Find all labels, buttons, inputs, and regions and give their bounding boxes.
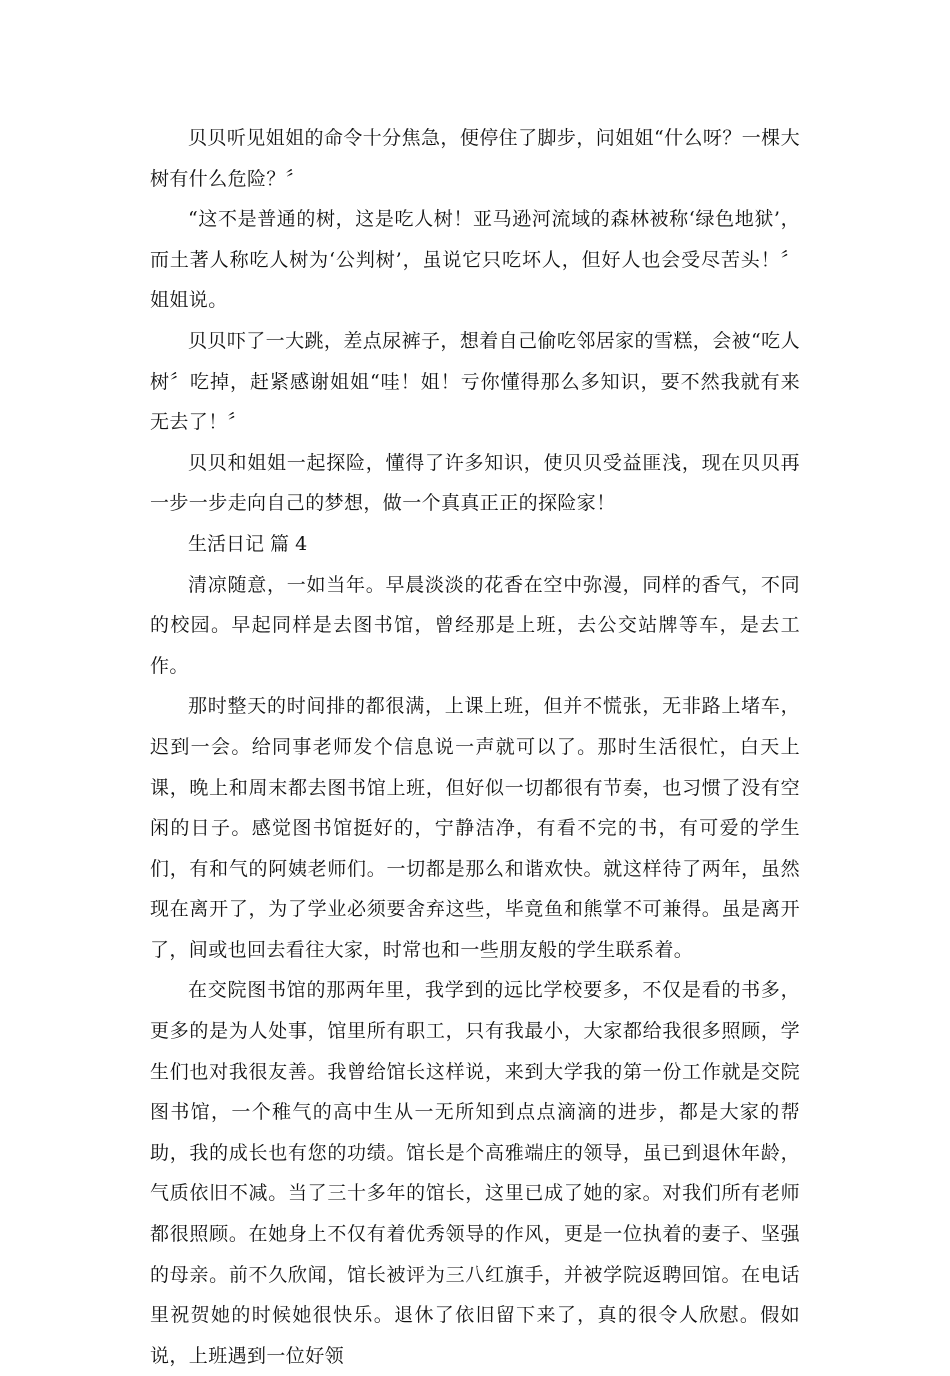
- paragraph-3: 贝贝吓了一大跳，差点尿裤子，想着自己偷吃邻居家的雪糕，会被“吃人树〞吃掉，赶紧感谢姐姐“哇！姐！亏你懂得那么多知识，要不然我就有来无去了！〞: [150, 329, 800, 434]
- section-title: 生活日记 篇 4: [188, 532, 308, 555]
- paragraph-2: “这不是普通的树，这是吃人树！亚马逊河流域的森林被称‘绿色地狱’，而土著人称吃人树为‘公判树’，虽说它只吃坏人，但好人也会受尽苦头！〞姐姐说。: [150, 208, 800, 312]
- document-page: [150, 118, 800, 1376]
- paragraph-1: 贝贝听见姐姐的命令十分焦急，便停住了脚步，问姐姐“什么呀？一棵大树有什么危险？〞: [150, 127, 800, 190]
- paragraph-4: 贝贝和姐姐一起探险，懂得了许多知识，使贝贝受益匪浅，现在贝贝再一步一步走向自己的梦想，做一个真真正正的探险家！: [150, 451, 800, 515]
- paragraph-7: 在交院图书馆的那两年里，我学到的远比学校要多，不仅是看的书多，更多的是为人处事，馆里所有职工，只有我最小，大家都给我很多照顾，学生们也对我很友善。我曾给馆长这样说，来到大学我的第一份工作就是交院图书馆，一个稚气的高中生从一无所知到点点滴滴的进步，都是大家的帮助，我的成长也有您的功绩。馆长是个高雅端庄的领导，虽已到退休年龄，气质依旧不减。当了三十多年的馆长，这里已成了她的家。对我们所有老师都很照顾。在她身上不仅有着优秀领导的作风，更是一位执着的妻子、坚强的母亲。前不久欣闻，馆长被评为三八红旗手，并被学院返聘回馆。在电话里祝贺她的时候她很快乐。退休了依旧留下来了，真的很令人欣慰。假如说，上班遇到一位好领: [150, 979, 800, 1367]
- paragraph-6: 那时整天的时间排的都很满，上课上班，但并不慌张，无非路上堵车，迟到一会。给同事老师发个信息说一声就可以了。那时生活很忙，白天上课，晚上和周末都去图书馆上班，但好似一切都很有节奏，也习惯了没有空闲的日子。感觉图书馆挺好的，宁静洁净，有看不完的书，有可爱的学生们，有和气的阿姨老师们。一切都是那么和谐欢快。就这样待了两年，虽然现在离开了，为了学业必须要舍弃这些，毕竟鱼和熊掌不可兼得。虽是离开了，间或也回去看往大家，时常也和一些朋友般的学生联系着。: [150, 695, 800, 961]
- paragraph-5: 清凉随意，一如当年。早晨淡淡的花香在空中弥漫，同样的香气，不同的校园。早起同样是去图书馆，曾经那是上班，去公交站牌等车，是去工作。: [150, 573, 800, 677]
